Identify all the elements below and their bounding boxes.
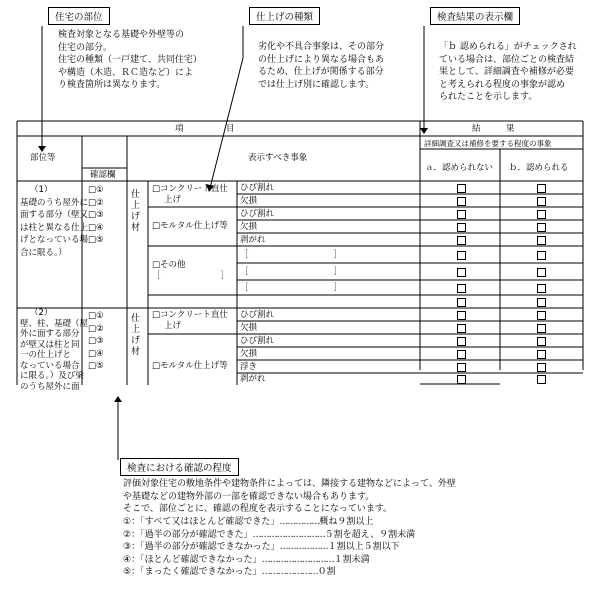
result-b-checkbox[interactable] xyxy=(537,197,546,206)
confirm-level-5: ⑤：「まったく確認できなかった」…………………０割 xyxy=(123,567,336,577)
group1-matter-1: ひび割れ xyxy=(240,183,275,193)
item-header: 項 目 xyxy=(175,124,235,134)
confirm-callout-title: 検査における確認の程度 xyxy=(120,458,239,476)
group1-matter-3: ひび割れ xyxy=(240,209,275,219)
result-a-checkbox[interactable] xyxy=(457,337,466,346)
result-a-checkbox[interactable] xyxy=(457,184,466,193)
result-b-checkbox[interactable] xyxy=(537,375,546,384)
group1-finish-other[interactable]: □その他 ［ ］ xyxy=(152,260,229,281)
confirm-level-2: ②：「過半の部分が確認できた」………………………５割を超え、９割未満 xyxy=(123,529,416,540)
group2-finish-mortar[interactable]: □モルタル仕上げ等 xyxy=(152,361,228,371)
result-header: 結 果 xyxy=(472,124,515,134)
matters-header: 表示すべき事象 xyxy=(248,153,308,163)
confirm-callout-text: 評価対象住宅の敷地条件や建物条件によっては、隣接する建物などによって、外壁 や基礎などの建物外部の一部を確認できない場合もあります。 そこで、部位ごとに、確認の程度を表示することになっています。 xyxy=(123,479,456,514)
part-header: 部位等 xyxy=(30,153,56,163)
confirm-level-1: ①：「すべて又はほとんど確認できた」……………概ね９割以上 xyxy=(123,517,374,527)
result-b-checkbox[interactable] xyxy=(537,223,546,232)
confirm-level-3: ③：「過半の部分が確認できなかった」………………１割以上５割以下 xyxy=(123,542,400,552)
confirm-level-4: ④：「ほとんど確認できなかった」………………………１割未満 xyxy=(123,554,370,565)
group1-finish-label: 仕上げ材 xyxy=(131,190,141,233)
group2-confirm-marks[interactable]: □① □② □③ □④ □⑤ xyxy=(88,311,104,371)
result-b-checkbox[interactable] xyxy=(537,324,546,333)
result-a-checkbox[interactable] xyxy=(457,197,466,206)
result-a-checkbox[interactable] xyxy=(457,223,466,232)
result-a-checkbox[interactable] xyxy=(457,311,466,320)
group1-finish-mortar[interactable]: □モルタル仕上げ等 xyxy=(152,221,228,231)
group2-finish-label: 仕上げ材 xyxy=(131,314,141,357)
result-b-checkbox[interactable] xyxy=(537,298,546,307)
group2-matter-4: 欠損 xyxy=(240,349,258,359)
result-a-checkbox[interactable] xyxy=(457,324,466,333)
result-a-checkbox[interactable] xyxy=(457,268,466,277)
group2-finish-concrete[interactable]: □コンクリート直仕 上げ xyxy=(152,310,228,331)
result-a-checkbox[interactable] xyxy=(457,298,466,307)
group1-matter-7[interactable]: ［ ］ xyxy=(240,267,343,277)
group1-matter-5: 剥がれ xyxy=(240,235,266,245)
result-b-checkbox[interactable] xyxy=(537,236,546,245)
group1-matter-8[interactable]: ［ ］ xyxy=(240,283,343,293)
result-a-header: ａ．認められない xyxy=(425,163,494,173)
result-a-checkbox[interactable] xyxy=(457,363,466,372)
group1-matter-4: 欠損 xyxy=(240,222,258,232)
group2-matter-1: ひび割れ xyxy=(240,310,275,320)
part-callout-title: 住宅の部位 xyxy=(48,7,110,25)
result-a-checkbox[interactable] xyxy=(457,375,466,384)
result-b-checkbox[interactable] xyxy=(537,337,546,346)
group1-matter-2: 欠損 xyxy=(240,196,258,206)
result-b-checkbox[interactable] xyxy=(537,350,546,359)
group2-part-label: （2） 壁、柱、基礎（屋 外に面する部分 が壁又は柱と同 一の仕上げと なっている場合 に限る。）及び梁 のうち屋外に面 xyxy=(20,308,89,392)
result-b-checkbox[interactable] xyxy=(537,184,546,193)
result-b-checkbox[interactable] xyxy=(537,268,546,277)
group2-matter-6: 剥がれ xyxy=(240,374,266,384)
confirm-header: 確認欄 xyxy=(90,170,116,180)
result-callout-text: 「ｂ 認められる」がチェックされ ている場合は、部位ごとの検査結 果として、詳細調査や補修が必要 と考えられる程度の事象が認め られたことを示します。 xyxy=(439,42,577,102)
result-b-header: ｂ．認められる xyxy=(509,163,569,173)
group1-matter-6[interactable]: ［ ］ xyxy=(240,250,343,260)
result-b-checkbox[interactable] xyxy=(537,251,546,260)
result-a-checkbox[interactable] xyxy=(457,284,466,293)
finish-callout-title: 仕上げの種類 xyxy=(249,7,320,25)
group2-matter-3: ひび割れ xyxy=(240,336,275,346)
finish-callout-text: 劣化や不具合事象は、その部分 の仕上げにより異なる場合もあ るため、仕上げが関係する部分 では仕上げ別に確認します。 xyxy=(258,42,385,90)
group2-matter-2: 欠損 xyxy=(240,323,258,333)
result-b-checkbox[interactable] xyxy=(537,210,546,219)
result-b-checkbox[interactable] xyxy=(537,284,546,293)
part-callout-text: 検査対象となる基礎や外壁等の 住宅の部分。 住宅の種類（一戸建て、共同住宅） や構造（木造、ＲＣ造など）によ り検査箇所は異なります。 xyxy=(58,30,202,90)
result-a-checkbox[interactable] xyxy=(457,350,466,359)
degree-header: 詳細調査又は補修を要する程度の事象 xyxy=(424,139,552,148)
result-a-checkbox[interactable] xyxy=(457,210,466,219)
result-a-checkbox[interactable] xyxy=(457,236,466,245)
result-b-checkbox[interactable] xyxy=(537,311,546,320)
group1-finish-concrete[interactable]: □コンクリート直仕 上げ xyxy=(152,184,228,205)
group1-part-label: （1） 基礎のうち屋外に 面する部分（壁又 は柱と異なる仕上 げとなっている場 合に限る。） xyxy=(20,185,89,258)
group2-matter-5: 浮き xyxy=(240,362,258,372)
result-a-checkbox[interactable] xyxy=(457,251,466,260)
result-callout-title: 検査結果の表示欄 xyxy=(430,7,520,25)
group1-confirm-marks[interactable]: □① □② □③ □④ □⑤ xyxy=(88,185,104,245)
confirm-levels-list xyxy=(123,516,415,579)
result-b-checkbox[interactable] xyxy=(537,363,546,372)
